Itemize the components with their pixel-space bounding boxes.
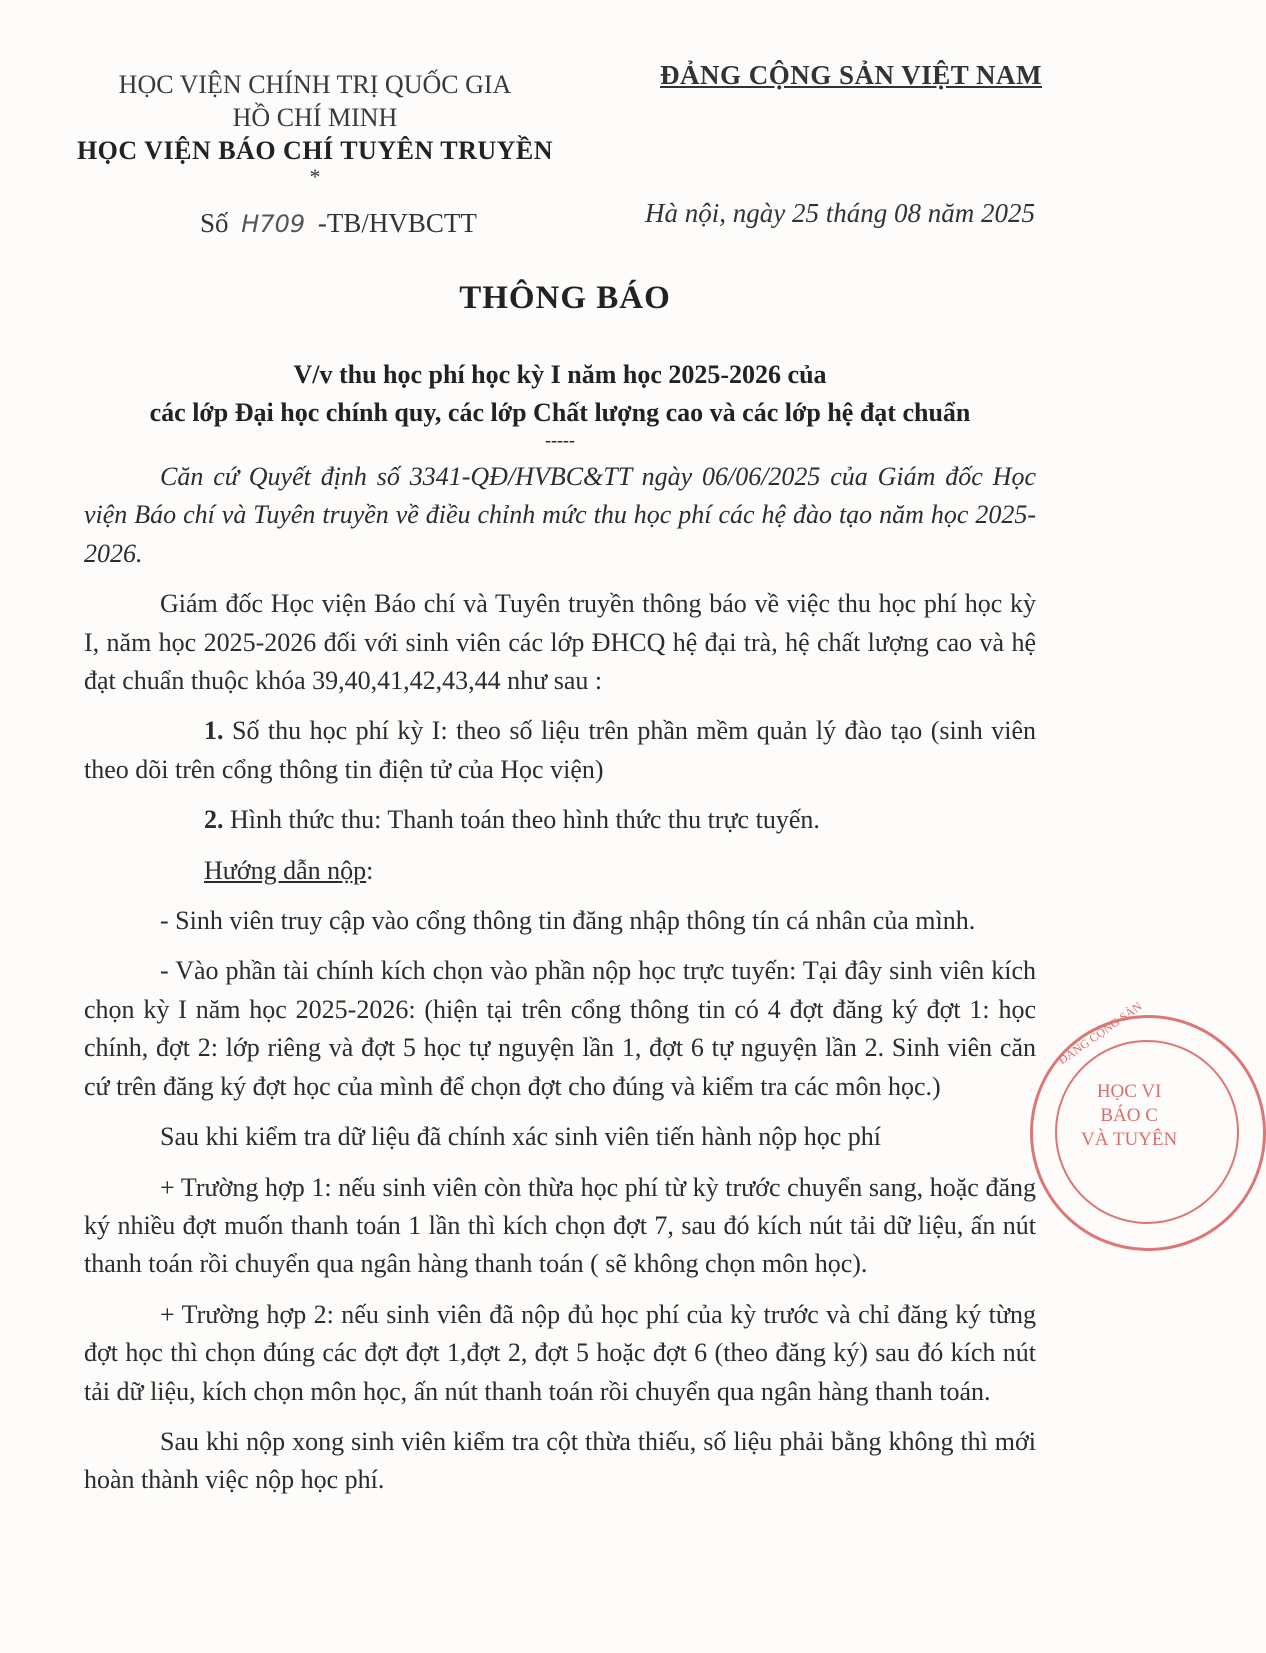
case-1: + Trường hợp 1: nếu sinh viên còn thừa học phí từ kỳ trước chuyển sang, hoặc đăng ký nhiều đợt muốn thanh toán 1 lần thì kích chọn đợt 7, sau đó kích nút tải dữ liệu, ấn nút thanh toán rồi chuyển qua ngân hàng thanh toán ( sẽ không chọn môn học).: [84, 1172, 1036, 1279]
seal-line-3: VÀ TUYÊN: [1081, 1129, 1178, 1150]
subject-line-1: V/v thu học phí học kỳ I năm học 2025-2026 của: [293, 360, 827, 389]
doc-number-handwritten: H709: [241, 210, 306, 238]
document-body: [84, 458, 1036, 1500]
basis-paragraph: Căn cứ Quyết định số 3341-QĐ/HVBC&TT ngày 06/06/2025 của Giám đốc Học viện Báo chí và Tuyên truyền về điều chỉnh mức thu học phí các hệ đào tạo năm học 2025-2026.: [84, 462, 1036, 568]
document-date: Hà nội, ngày 25 tháng 08 năm 2025: [645, 198, 1035, 228]
step-2: - Vào phần tài chính kích chọn vào phần nộp học trực tuyến: Tại đây sinh viên kích chọn kỳ I năm học 2025-2026: (hiện tại trên cổng thông tin có 4 đợt đăng ký đợt 1: học chính, đợt 2: lớp riêng và đợt 5 học tự nguyện lần 1, đợt 6 tự nguyện lần 2. Sinh viên căn cứ trên đăng ký đợt học của mình để chọn đợt cho đúng và kiểm tra các môn học.): [84, 956, 1036, 1101]
item-2: [84, 801, 1036, 839]
subject-line-2: các lớp Đại học chính quy, các lớp Chất lượng cao và các lớp hệ đạt chuẩn: [149, 398, 971, 427]
party-header: ĐẢNG CỘNG SẢN VIỆT NAM: [660, 60, 1043, 90]
step-1: - Sinh viên truy cập vào cổng thông tin đăng nhập thông tín cá nhân của mình.: [160, 906, 976, 936]
seal-line-1: HỌC VI: [1096, 1081, 1162, 1102]
item-2-text: Hình thức thu: Thanh toán theo hình thức thu trực tuyến.: [230, 805, 820, 835]
official-seal: [1030, 999, 1266, 1251]
doc-number-suffix: -TB/HVBCTT: [317, 208, 477, 238]
org-line-2: HỒ CHÍ MINH: [232, 103, 398, 132]
seal-center-text: [1081, 1080, 1177, 1152]
item-1-number: 1.: [204, 716, 224, 746]
item-1-text: Số thu học phí kỳ I: theo số liệu trên phần mềm quản lý đào tạo (sinh viên theo dõi trên cổng thông tin điện tử của Học viện): [84, 716, 1037, 784]
seal-line-2: BÁO C: [1100, 1105, 1158, 1126]
after-check-paragraph: Sau khi kiểm tra dữ liệu đã chính xác sinh viên tiến hành nộp học phí: [160, 1122, 881, 1152]
doc-number-prefix: Số: [200, 208, 229, 238]
final-paragraph: Sau khi nộp xong sinh viên kiểm tra cột thừa thiếu, số liệu phải bằng không thì mới hoàn thành việc nộp học phí.: [84, 1426, 1036, 1495]
document-title: THÔNG BÁO: [459, 280, 671, 316]
org-line-3: HỌC VIỆN BÁO CHÍ TUYÊN TRUYỀN: [76, 136, 554, 165]
case-2: + Trường hợp 2: nếu sinh viên đã nộp đủ học phí của kỳ trước và chỉ đăng ký từng đợt học thì chọn đúng các đợt đợt 1,đợt 2, đợt 5 hoặc đợt 6 (theo đăng ký) sau đó kích nút tải dữ liệu, kích chọn môn học, ấn nút thanh toán rồi chuyển qua ngân hàng thanh toán.: [84, 1299, 1036, 1406]
document-number: [200, 208, 477, 239]
subject-separator: -----: [545, 430, 575, 450]
guide-heading: [84, 852, 1036, 890]
guide-heading-colon: :: [366, 855, 374, 885]
issuing-organization: [60, 68, 570, 187]
seal-ring-text: ĐẢNG CỘNG SẢN: [1055, 999, 1145, 1068]
guide-heading-text: Hướng dẫn nộp: [204, 855, 367, 885]
item-1: [84, 712, 1036, 789]
star-mark: *: [309, 164, 321, 189]
item-2-number: 2.: [204, 805, 224, 835]
org-line-1: HỌC VIỆN CHÍNH TRỊ QUỐC GIA: [118, 70, 512, 99]
intro-paragraph: Giám đốc Học viện Báo chí và Tuyên truyền thông báo về việc thu học phí học kỳ I, năm học 2025-2026 đối với sinh viên các lớp ĐHCQ hệ đại trà, hệ chất lượng cao và hệ đạt chuẩn thuộc khóa 39,40,41,42,43,44 như sau :: [84, 589, 1036, 696]
document-subject: [0, 356, 1120, 432]
